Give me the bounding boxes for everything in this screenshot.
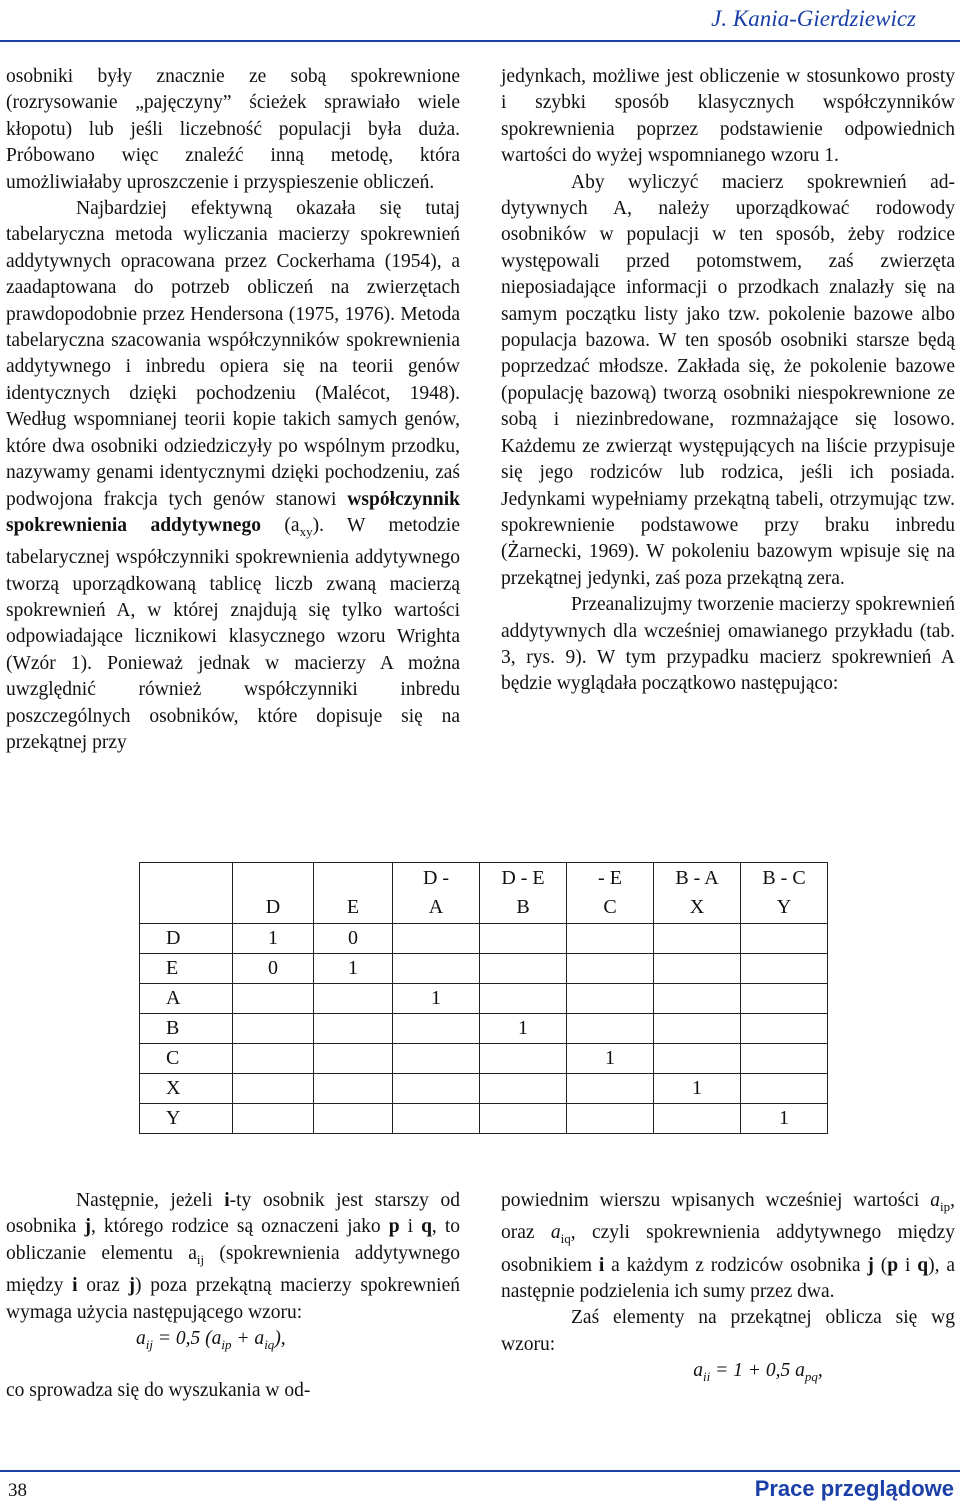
matrix-cell	[480, 954, 567, 984]
matrix-col-header: D - E B	[480, 863, 567, 924]
matrix-cell	[393, 1014, 480, 1044]
matrix-cell	[741, 1074, 828, 1104]
matrix-cell: 0	[314, 924, 393, 954]
matrix-cell: 1	[567, 1044, 654, 1074]
matrix-cell: 1	[314, 954, 393, 984]
matrix-cell: 0	[233, 954, 314, 984]
paragraph: Aby wyliczyć macierz spokrewnień addytywnych A, należy uporządkować rodowody osobników w populacji w ten sposób, żeby rodzice występowali przed potomstwem, zaś zwierzęta nieposiadające informacji o przodkach znalazły się na samym początku listy jako tzw. pokolenie bazowe albo populacja bazowa. W ten sposób osobniki starsze będą poprzedzać młodsze. Zakłada się, że pokolenie bazowe (populację bazową) tworzą osobniki niespokrewnione ze sobą i niezinbredowane, rozmnażające się losowo. Każdemu ze zwierząt występujących na liście przypisuje się jego rodziców lub rodzica, jeśli ich posiada. Jedynkami wypełniamy przekątną tabeli, otrzymując tzw. spokrewnienie podstawowe przy braku inbredu (Żarnecki, 1969). W pokoleniu bazowym wpisuje się na przekątnej jedynki, zaś poza przekątną zera.	[501, 171, 955, 589]
header-rule	[0, 40, 960, 42]
matrix-cell	[480, 924, 567, 954]
formula-diagonal: $a_{ii} = 1 + 0,5$ $a_{pq}$,	[693, 1360, 823, 1385]
matrix-col-header: D - A	[393, 863, 480, 924]
matrix-cell	[233, 1014, 314, 1044]
matrix-cell	[654, 954, 741, 984]
matrix-cell	[567, 924, 654, 954]
column-bottom-left	[6, 1188, 460, 1405]
matrix-cell	[314, 984, 393, 1014]
matrix-cell	[567, 1074, 654, 1104]
matrix-row	[140, 1104, 828, 1134]
matrix-col-header: B - A X	[654, 863, 741, 924]
paragraph: osobniki były znacznie ze sobą spokrewnione (rozrysowanie „pajęczyny” ścieżek sprawiało wiele kłopotu) lub jeśli liczebność populacji była duża. Próbowano więc znaleźć inną metodę, która umożliwiałaby uproszczenie i przyspieszenie obliczeń.	[6, 66, 460, 193]
matrix-cell	[654, 924, 741, 954]
matrix-cell	[654, 984, 741, 1014]
column-top-left	[6, 64, 460, 756]
matrix-row-label: D	[140, 924, 233, 954]
matrix-cell: 1	[654, 1074, 741, 1104]
bold-term: współczynnik spokrewnienia addytywnego	[6, 488, 460, 536]
text-run: ). W metodzie tabelarycznej współczynniki spokrewnienia addytywnego tworzą uporządkowaną tablicę liczb zwaną macierzą spokrewnień A, w której znajdują się tylko wartości odpowiadające licznikowi klasycznego wzoru Wrighta (Wzór 1). Ponieważ jednak w macierzy A można uwzględnić również współczynniki inbredu poszczególnych osobników, które dopisuje się na przekątnej przy	[6, 514, 461, 754]
matrix-cell	[393, 1074, 480, 1104]
matrix-cell	[567, 954, 654, 984]
matrix-cell	[393, 954, 480, 984]
subscript: xy	[299, 523, 313, 539]
paragraph: co sprowadza się do wyszukania w od-	[6, 1380, 311, 1402]
matrix-cell	[654, 1104, 741, 1134]
text-run: (a	[260, 514, 300, 536]
paragraph: Następnie, jeżeli i-ty osobnik jest starszy od osobnika j, którego rodzice są oznaczeni jako p i q, to obliczanie elementu $a_{ij}$ (spokrewnienia addytywnego między i oraz j) poza przekątną macierzy spokrewnień wymaga użycia następującego wzoru:	[6, 1190, 460, 1323]
matrix-cell	[480, 1074, 567, 1104]
matrix-row-label: Y	[140, 1104, 233, 1134]
relationship-matrix	[139, 862, 828, 1134]
matrix-col-header: D	[233, 863, 314, 924]
matrix-cell	[741, 954, 828, 984]
paragraph: jedynkach, możliwe jest obliczenie w stosunkowo prosty i szybki sposób klasycznych współczynników spokrewnienia poprzez podstawienie odpowiednich wartości do wyżej wspomnianego wzoru 1.	[501, 66, 955, 167]
running-header-author: J. Kania-Gierdziewicz	[711, 6, 916, 31]
matrix-cell	[233, 1104, 314, 1134]
matrix-cell	[314, 1074, 393, 1104]
matrix-cell	[480, 1044, 567, 1074]
matrix-row-label: A	[140, 984, 233, 1014]
column-top-right	[501, 64, 955, 698]
column-bottom-right	[501, 1188, 955, 1391]
paragraph	[6, 196, 460, 756]
matrix-cell	[567, 984, 654, 1014]
matrix-cell	[567, 1104, 654, 1134]
matrix-cell	[480, 1104, 567, 1134]
page-number: 38	[8, 1480, 27, 1501]
matrix-corner	[140, 863, 233, 924]
footer-section-title: Prace przeglądowe	[754, 1476, 954, 1501]
matrix-cell	[233, 1044, 314, 1074]
matrix-row	[140, 984, 828, 1014]
paragraph: powiednim wierszu wpisanych wcześniej wartości $a_{ip}$, oraz $a_{iq}$, czyli spokrewnienia addytywnego między osobnikiem i a każdym z rodziców osobnika j (p i q), a następnie podzielenia ich sumy przez dwa.	[501, 1190, 956, 1302]
matrix-row-label: C	[140, 1044, 233, 1074]
matrix-cell	[314, 1014, 393, 1044]
matrix-cell	[480, 984, 567, 1014]
matrix-col-header: E	[314, 863, 393, 924]
matrix-row	[140, 1014, 828, 1044]
matrix-cell	[654, 1044, 741, 1074]
matrix-cell	[393, 924, 480, 954]
matrix-cell: 1	[393, 984, 480, 1014]
matrix-row	[140, 924, 828, 954]
paragraph: Zaś elementy na przekątnej oblicza się wg wzoru:	[501, 1307, 955, 1355]
matrix-cell	[314, 1044, 393, 1074]
matrix-cell	[741, 1014, 828, 1044]
matrix-row	[140, 1044, 828, 1074]
matrix-cell	[567, 1014, 654, 1044]
matrix-row	[140, 1074, 828, 1104]
matrix-cell	[741, 984, 828, 1014]
matrix-row-label: X	[140, 1074, 233, 1104]
paragraph: Przeanalizujmy tworzenie macierzy spokrewnień addytywnych dla wcześniej omawianego przykładu (tab. 3, rys. 9). W tym przypadku macierz spokrewnień A będzie wyglądała początkowo następująco:	[501, 594, 955, 695]
matrix-cell	[741, 1044, 828, 1074]
matrix-cell: 1	[741, 1104, 828, 1134]
matrix-col-header: B - C Y	[741, 863, 828, 924]
matrix-header-row	[140, 863, 828, 924]
matrix-row-label: E	[140, 954, 233, 984]
matrix-row-label: B	[140, 1014, 233, 1044]
matrix-col-header: - E C	[567, 863, 654, 924]
footer-rule	[0, 1470, 960, 1472]
matrix-cell	[233, 984, 314, 1014]
matrix-cell	[233, 1074, 314, 1104]
matrix-cell	[741, 924, 828, 954]
text-run: Najbardziej efektywną okazała się tutaj tabelaryczna metoda wyliczania macierzy spokrewnień addytywnych opracowana przez Cockerhama (1954), a zaadaptowana do potrzeb obliczeń na zwierzętach prawdopodobnie przez Hendersona (1975, 1976). Metoda tabelaryczna szacowania współczynników spokrewnienia addytywnego i inbredu opiera się na teorii genów identycznych dzięki pochodzeniu (Malécot, 1948). Według wspomnianej teorii kopie takich samych genów, które dwa osobniki odziedziczyły po wspólnym przodku, nazywamy genami identycznymi dzięki pochodzeniu, zaś podwojona frakcja tych genów stanowi	[6, 198, 460, 510]
matrix-row	[140, 954, 828, 984]
matrix-cell	[393, 1044, 480, 1074]
matrix-cell	[314, 1104, 393, 1134]
matrix-cell	[393, 1104, 480, 1134]
matrix-cell	[654, 1014, 741, 1044]
matrix-cell: 1	[233, 924, 314, 954]
formula-off-diagonal: $a_{ij} = 0,5$ $(a_{ip} + a_{iq})$,	[136, 1327, 286, 1352]
matrix-cell: 1	[480, 1014, 567, 1044]
